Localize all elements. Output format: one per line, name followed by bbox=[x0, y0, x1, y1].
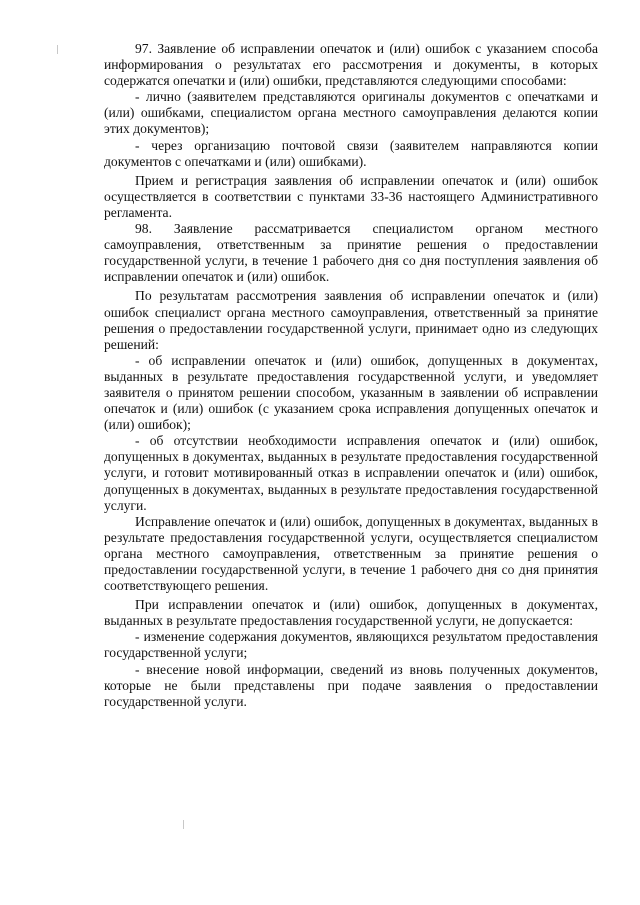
list-item-new-information: - внесение новой информации, сведений из вновь полученных документов, которые не были представлены при подаче заявления о предоставлении государственной услуги. bbox=[104, 661, 598, 709]
scan-mark-bottom bbox=[183, 820, 184, 829]
list-item-content-change: - изменение содержания документов, являющихся результатом предоставления государственной услуги; bbox=[104, 629, 598, 661]
paragraph-registration: Прием и регистрация заявления об исправлении опечаток и (или) ошибок осуществляется в соответствии с пунктами 33-36 настоящего Административного регламента. bbox=[104, 172, 598, 220]
document-page bbox=[104, 41, 598, 710]
paragraph-98: 98. Заявление рассматривается специалистом органом местного самоуправления, ответственным за принятие решения о предоставлении государственной услуги, в течение 1 рабочего дня со дня поступления заявления об исправлении опечаток и (или) ошибок. bbox=[104, 221, 598, 285]
list-item-refusal-decision: - об отсутствии необходимости исправления опечаток и (или) ошибок, допущенных в документах, выданных в результате предоставления государственной услуги, и готовит мотивированный отказ в исправлении опечаток и (или) ошибок, допущенных в документах, выданных в результате предоставления государственной услуги. bbox=[104, 433, 598, 513]
scan-mark-top bbox=[57, 45, 58, 54]
paragraph-correction-procedure: Исправление опечаток и (или) ошибок, допущенных в документах, выданных в результате предоставления государственной услуги, осуществляется специалистом органа местного самоуправления, ответственным за принятие решения о предоставлении государственной услуги, в течение 1 рабочего дня со дня принятия соответствующего решения. bbox=[104, 513, 598, 594]
list-item-correction-decision: - об исправлении опечаток и (или) ошибок, допущенных в документах, выданных в результате предоставления государственной услуги, и уведомляет заявителя о принятом решении способом, указанным в заявлении об исправлении опечаток и (или) ошибок (с указанием срока исправления допущенных опечаток и (или) ошибок); bbox=[104, 352, 598, 433]
list-item-in-person: - лично (заявителем представляются оригиналы документов с опечатками и (или) ошибками, специалистом органа местного самоуправления делаются копии этих документов); bbox=[104, 89, 598, 137]
list-item-by-post: - через организацию почтовой связи (заявителем направляются копии документов с опечатками и (или) ошибками). bbox=[104, 137, 598, 169]
paragraph-review-results: По результатам рассмотрения заявления об исправлении опечаток и (или) ошибок специалист органа местного самоуправления, ответственный за принятие решения о предоставлении государственной услуги, принимает одно из следующих решений: bbox=[104, 288, 598, 352]
paragraph-not-allowed: При исправлении опечаток и (или) ошибок, допущенных в документах, выданных в результате предоставления государственной услуги, не допускается: bbox=[104, 597, 598, 629]
paragraph-97: 97. Заявление об исправлении опечаток и (или) ошибок с указанием способа информирования о результатах его рассмотрения и документы, в которых содержатся опечатки и (или) ошибки, представляются следующими способами: bbox=[104, 41, 598, 89]
